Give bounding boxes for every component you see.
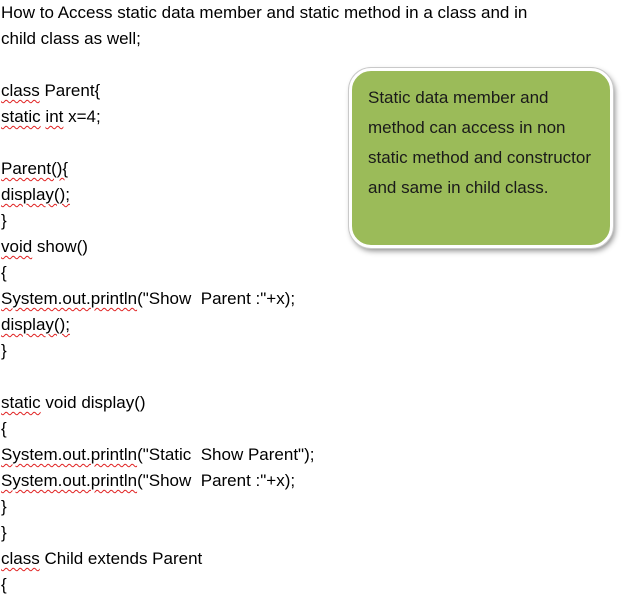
code-line <box>1 312 621 338</box>
code-keyword: void <box>1 237 33 256</box>
callout-box <box>349 68 613 248</box>
code-text: display(); <box>1 315 70 334</box>
code-keyword: class <box>1 549 40 568</box>
code-line <box>1 468 621 494</box>
code-text: ("Show Parent :"+x); <box>137 471 296 490</box>
heading-line-1: How to Access static data member and static method in a class and in <box>1 3 528 22</box>
code-text: display(); <box>1 185 70 204</box>
code-line: } <box>1 211 7 230</box>
code-text: x=4; <box>63 107 101 126</box>
blank-line <box>1 364 621 390</box>
code-text: Child extends Parent <box>39 549 203 568</box>
code-line <box>1 390 621 416</box>
code-line: } <box>1 341 7 360</box>
code-keyword: static <box>1 393 41 412</box>
callout-text: Static data member and method can access in non static method and constructor and same in child class. <box>368 88 592 197</box>
code-line <box>1 442 621 468</box>
code-keyword: int <box>45 107 64 126</box>
code-line: { <box>1 263 7 282</box>
code-text: void display() <box>40 393 146 412</box>
code-line: { <box>1 419 7 438</box>
code-text: ("Show Parent :"+x); <box>137 289 296 308</box>
code-text: System.out.println <box>1 445 138 464</box>
code-keyword: static <box>1 107 41 126</box>
code-text: System.out.println <box>1 471 138 490</box>
code-line <box>1 546 621 572</box>
code-line: { <box>1 575 7 594</box>
code-line <box>1 286 621 312</box>
code-text: Parent(){ <box>1 159 69 178</box>
code-keyword: class <box>1 81 40 100</box>
heading-line-2: child class as well; <box>1 29 141 48</box>
code-text: ("Static Show Parent"); <box>137 445 315 464</box>
code-line: } <box>1 523 7 542</box>
code-text: show() <box>32 237 88 256</box>
code-line: } <box>1 497 7 516</box>
code-text: System.out.println <box>1 289 138 308</box>
code-text: Parent{ <box>39 81 101 100</box>
